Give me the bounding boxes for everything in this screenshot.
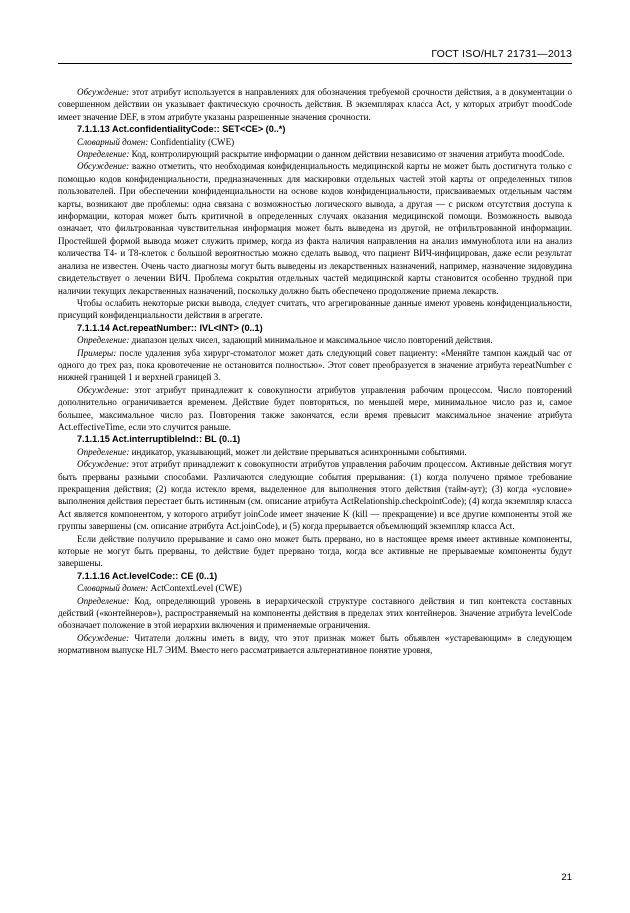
paragraph-text: этот атрибут принадлежит к совокупности атрибутов управления рабочим процессом. Число повторений дополнительно ограничивается временем. Действие будет повторяться, по меньшей мере, минимальное число раз и, самое большее, максимальное число раз. Повторения также закончатся, если время превысит максимальное значение атрибута Act.effectiveTime, если это случится раньше. <box>58 384 572 432</box>
page-header: ГОСТ ISO/HL7 21731—2013 <box>58 48 572 64</box>
page-number: 21 <box>561 872 572 883</box>
paragraph-lead: Определение: <box>77 335 130 346</box>
paragraph-lead: Определение: <box>77 446 130 457</box>
paragraph-text: этот атрибут используется в направлениях для обозначения требуемой срочности действия, а в документации о совершенном действии он указывает фактическую срочность действия. В экземплярах класса Act, у которых атрибут moodCode имеет значение DEF, в этом атрибуте указаны разрешенные значения срочности. <box>58 87 572 122</box>
paragraph-text: ActContextLevel (CWE) <box>148 583 242 594</box>
paragraph <box>58 160 572 296</box>
section-heading: 7.1.1.13 Act.confidentialityCode:: SET<CE> (0..*) <box>77 124 286 135</box>
paragraph-lead: Определение: <box>77 595 130 606</box>
document-body <box>58 86 572 657</box>
section-heading: 7.1.1.16 Act.levelCode:: CE (0..1) <box>77 570 218 581</box>
paragraph <box>58 595 572 632</box>
paragraph <box>58 136 572 148</box>
paragraph-text: Confidentiality (CWE) <box>148 136 235 147</box>
paragraph <box>58 148 572 160</box>
paragraph-lead: Обсуждение: <box>77 161 130 172</box>
paragraph <box>58 347 572 384</box>
paragraph-text: важно отметить, что необходимая конфиденциальность медицинской карты не может быть достигнута только с помощью кодов конфиденциальности, предназначенных для маскировки отдельных частей этой карты от определенных типов пользователей. При обеспечении конфиденциальности на основе кодов конфиденциальности, присваиваемых отдельным частям карты, возникают две проблемы: одна связана с возможностью логического вывода, а другая — с риском отсутствия доступа к информации, которая может быть критичной в определенных случаях оказания медицинской помощи. Возможность вывода означает, что фильтрованная чувствительная информация может быть выведена из другой, не отфильтрованной информации. Простейшей формой вывода может служить пример, когда из факта наличия направления на анализ иммуноблота или на анализ количества T4- и T8-клеток с большой вероятностью можно сделать вывод, что пациент ВИЧ-инфицирован, даже если результат анализа не известен. Очень часто диагнозы могут быть выведены из лекарственных назначений, например, назначение зидовудина свидетельствует о лечении ВИЧ. Проблема сокрытия отдельных частей медицинской карты становится особенно трудной при наличии текущих лекарственных назначений, поскольку должно быть обеспечено продолжение приема лекарств. <box>58 161 572 296</box>
paragraph-text: индикатор, указывающий, может ли действие прерываться асинхронными событиями. <box>129 446 467 457</box>
paragraph-text: Чтобы ослабить некоторые риски вывода, следует считать, что агрегированные данные имеют уровень конфиденциальности, присущий конфиденциальности действия в агрегате. <box>58 297 572 321</box>
paragraph <box>58 446 572 458</box>
paragraph <box>58 297 572 322</box>
paragraph-text: Если действие получило прерывание и само оно может быть прервано, но в настоящее время имеет активные компоненты, которые не могут быть прерваны, то действие будет прервано тогда, когда все активные не прерываемые компоненты будут завершены. <box>58 533 572 569</box>
section-heading: 7.1.1.15 Act.interruptibleInd:: BL (0..1) <box>77 434 241 445</box>
paragraph-lead: Определение: <box>77 149 130 160</box>
paragraph <box>58 334 572 346</box>
paragraph-lead: Обсуждение: <box>77 87 130 97</box>
paragraph <box>58 582 572 594</box>
paragraph-lead: Словарный домен: <box>77 583 149 594</box>
paragraph-lead: Примеры: <box>77 347 117 358</box>
paragraph-lead: Обсуждение: <box>77 632 130 643</box>
paragraph-text: Читатели должны иметь в виду, что этот признак может быть объявлен «устаревающим» в следующем нормативном выпуске HL7 ЭИМ. Вместо него рассматривается альтернативное понятие уровня, <box>58 632 572 656</box>
paragraph-text: Код, контролирующий раскрытие информации о данном действии независимо от значения атрибута moodCode. <box>129 149 565 160</box>
paragraph-lead: Словарный домен: <box>77 136 149 147</box>
paragraph-lead: Обсуждение: <box>77 459 130 470</box>
paragraph-text: диапазон целых чисел, задающий минимальное и максимальное число повторений действия. <box>129 335 493 346</box>
paragraph <box>58 458 572 532</box>
paragraph <box>58 384 572 434</box>
section-heading: 7.1.1.14 Act.repeatNumber:: IVL<INT> (0..1) <box>77 322 263 333</box>
paragraph <box>58 632 572 657</box>
paragraph-text: Код, определяющий уровень в иерархической структуре составного действия и тип контекста составных действий («контейнеров»), распространяемый на компоненты действия в пределах этих контейнеров. Значение атрибута levelCode обозначает положение в этой иерархии включения и применяемые ограничения. <box>58 595 572 631</box>
paragraph-text: после удаления зуба хирург-стоматолог может дать следующий совет пациенту: «Меняйте тампон каждый час от одного до трех раз, пока кровотечение не остановится полностью». Этот совет преобразуется в значение атрибута repeatNumber с нижней границей 1 и верхней границей 3. <box>58 347 572 383</box>
paragraph-lead: Обсуждение: <box>77 384 130 395</box>
paragraph-text: этот атрибут принадлежит к совокупности атрибутов управления рабочим процессом. Активные действия могут быть прерваны разными способами. Различаются следующие события прерывания: (1) когда получено прямое требование прекращения действия; (2) когда истекло время, выделенное для выполнения этого действия (тайм-аут); (3) когда «условие» выполнения действия перестает быть истинным (см. описание атрибута ActRelationship.checkpointCode); (4) когда экземпляр класса Act является компонентом, у которого атрибут joinCode имеет значение K (kill — прекращение) и все другие компоненты этой же группы завершены (см. описание атрибута Act.joinCode), и (5) когда прерывается объемлющий экземпляр класса Act. <box>58 459 572 532</box>
paragraph <box>58 86 572 123</box>
paragraph <box>58 533 572 570</box>
